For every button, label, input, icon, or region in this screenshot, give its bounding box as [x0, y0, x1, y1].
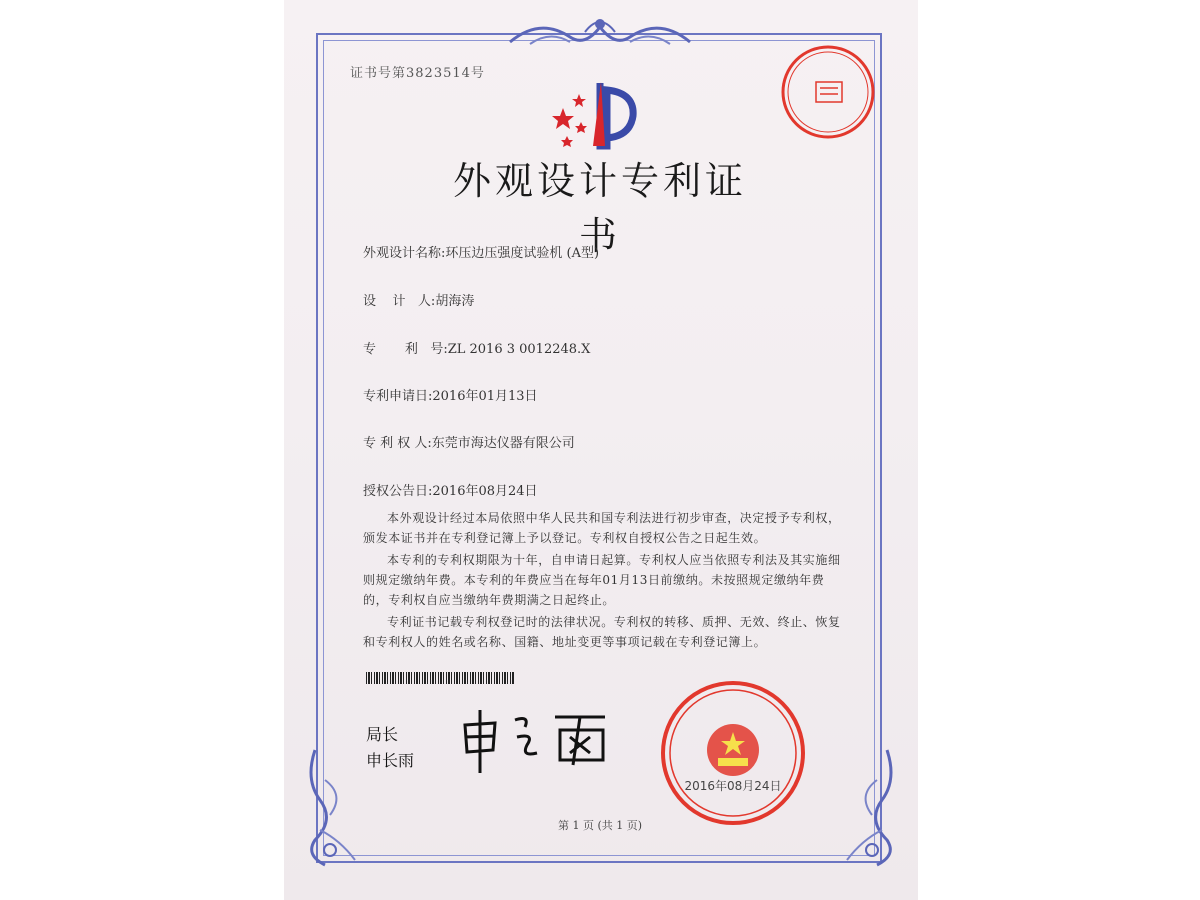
field-application-date [363, 385, 538, 404]
handwritten-signature [455, 705, 615, 775]
signatory-name: 申长雨 [366, 751, 415, 770]
signatory-title: 局长 [366, 725, 399, 744]
field-value: ZL 2016 3 0012248.X [447, 342, 591, 357]
field-design-name [363, 242, 599, 261]
svg-text:2016年08月24日: 2016年08月24日 [684, 779, 782, 793]
bottom-left-ornament [300, 740, 370, 870]
page-indicator: 第 1 页 (共 1 页) [557, 819, 643, 832]
field-patentee [363, 432, 575, 451]
body-paragraph: 专利证书记载专利权登记时的法律状况。专利权的转移、质押、无效、终止、恢复和专利权人的姓名或名称、国籍、地址变更等事项记载在专利登记簿上。 [363, 615, 841, 649]
field-label: 设 计 人: [363, 294, 436, 309]
field-value: 东莞市海达仪器有限公司 [431, 436, 575, 451]
field-label: 专 利 权 人: [363, 436, 432, 451]
field-patent-number [363, 338, 590, 357]
field-value: 环压边压强度试验机 (A型) [445, 246, 600, 261]
field-designer [363, 290, 474, 309]
certificate-title: 外观设计专利证书 [452, 159, 747, 258]
field-grant-date [363, 480, 538, 499]
body-paragraph: 本外观设计经过本局依照中华人民共和国专利法进行初步审查，决定授予专利权，颁发本证书并在专利登记簿上予以登记。专利权自授权公告之日起生效。 [363, 511, 841, 545]
field-value: 2016年08月24日 [432, 484, 538, 499]
body-paragraph: 本专利的专利权期限为十年，自申请日起算。专利权人应当依照专利法及其实施细则规定缴纳年费。本专利的年费应当在每年01月13日前缴纳。未按照规定缴纳年费的，专利权自应当缴纳年费期满之日起终止。 [363, 553, 841, 607]
field-value: 2016年01月13日 [432, 389, 538, 404]
top-ornament [500, 12, 700, 52]
barcode [366, 672, 514, 684]
field-label: 授权公告日: [363, 484, 433, 499]
national-ip-office-seal [658, 678, 808, 828]
bottom-right-ornament [832, 740, 902, 870]
patent-office-logo-icon [545, 78, 655, 150]
certificate-body-text [363, 508, 843, 654]
field-label: 专利申请日: [363, 389, 433, 404]
field-label: 外观设计名称: [363, 246, 446, 261]
certificate-number: 证书号第3823514号 [350, 66, 485, 81]
field-value: 胡海涛 [435, 294, 475, 309]
field-label: 专 利 号: [363, 342, 448, 357]
patent-seal-small-stamp [778, 42, 878, 142]
